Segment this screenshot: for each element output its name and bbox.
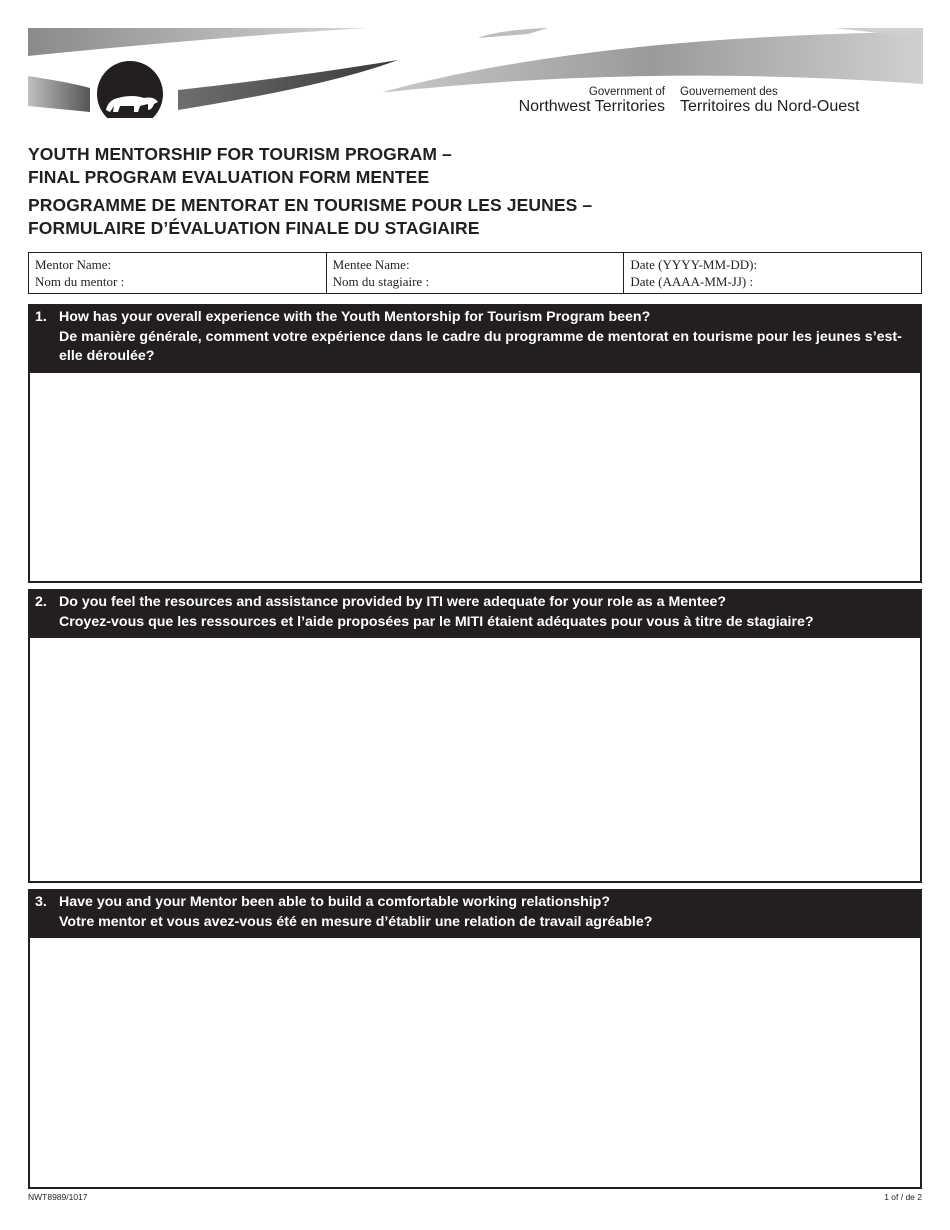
question-number: 3.	[35, 894, 47, 910]
page-number: 1 of / de 2	[884, 1192, 922, 1202]
mentee-name-field[interactable]	[327, 253, 625, 293]
question-number: 2.	[35, 594, 47, 610]
question-3-text-fr: Votre mentor et vous avez-vous été en mesure d’établir une relation de travail agréable?	[59, 913, 653, 930]
question-1-text-fr: De manière générale, comment votre expérience dans le cadre du programme de mentorat en tourisme pour les jeunes s’est-elle déroulée?	[59, 328, 902, 364]
title-en-line-1: YOUTH MENTORSHIP FOR TOURISM PROGRAM –	[28, 144, 452, 164]
gov-fr-name: Territoires du Nord-Ouest	[680, 98, 860, 115]
question-2-text-fr: Croyez-vous que les ressources et l’aide proposées par le MITI étaient adéquates pour vous à titre de stagiaire?	[59, 613, 814, 630]
mentor-name-label-fr: Nom du mentor :	[35, 274, 125, 289]
date-label-en: Date (YYYY-MM-DD):	[630, 257, 758, 272]
mentor-name-label-en: Mentor Name:	[35, 257, 112, 272]
form-number: NWT8989/1017	[28, 1192, 88, 1202]
question-2-header	[30, 591, 920, 638]
banner-swoosh-top	[28, 28, 368, 56]
question-3-text-en: Have you and your Mentor been able to build a comfortable working relationship?	[59, 894, 611, 910]
date-label-fr: Date (AAAA-MM-JJ) :	[630, 274, 754, 289]
title-fr-line-2: FORMULAIRE D’ÉVALUATION FINALE DU STAGIAIRE	[28, 218, 480, 238]
question-2-answer-area[interactable]	[30, 638, 920, 881]
mentee-name-label-fr: Nom du stagiaire :	[332, 274, 430, 289]
mentee-name-label-en: Mentee Name:	[332, 257, 410, 272]
banner-swoosh-mid	[178, 60, 398, 110]
question-1-text-en: How has your overall experience with the Youth Mentorship for Tourism Program been?	[59, 309, 651, 325]
gov-fr-small-label: Gouvernement des	[680, 86, 778, 98]
question-number: 1.	[35, 309, 47, 325]
date-field[interactable]	[624, 253, 921, 293]
banner-swoosh-left	[28, 76, 90, 112]
title-fr-line-1: PROGRAMME DE MENTORAT EN TOURISME POUR LES JEUNES –	[28, 195, 593, 215]
question-3-answer-area[interactable]	[30, 938, 920, 1187]
question-2-block	[28, 589, 922, 883]
question-3-header	[30, 891, 920, 938]
title-en-line-2: FINAL PROGRAM EVALUATION FORM MENTEE	[28, 167, 430, 187]
gov-en-name: Northwest Territories	[518, 98, 665, 115]
info-fields-table	[28, 252, 922, 294]
question-3-block	[28, 889, 922, 1189]
mentor-name-field[interactable]	[29, 253, 327, 293]
question-2-text-en: Do you feel the resources and assistance provided by ITI were adequate for your role as a Mentee?	[59, 594, 727, 610]
question-1-header	[30, 306, 920, 373]
banner-swoosh-right	[383, 32, 923, 92]
gov-en-small-label: Government of	[588, 86, 665, 98]
banner-swoosh-right-top	[478, 28, 548, 38]
question-1-answer-area[interactable]	[30, 373, 920, 581]
question-1-block	[28, 304, 922, 583]
